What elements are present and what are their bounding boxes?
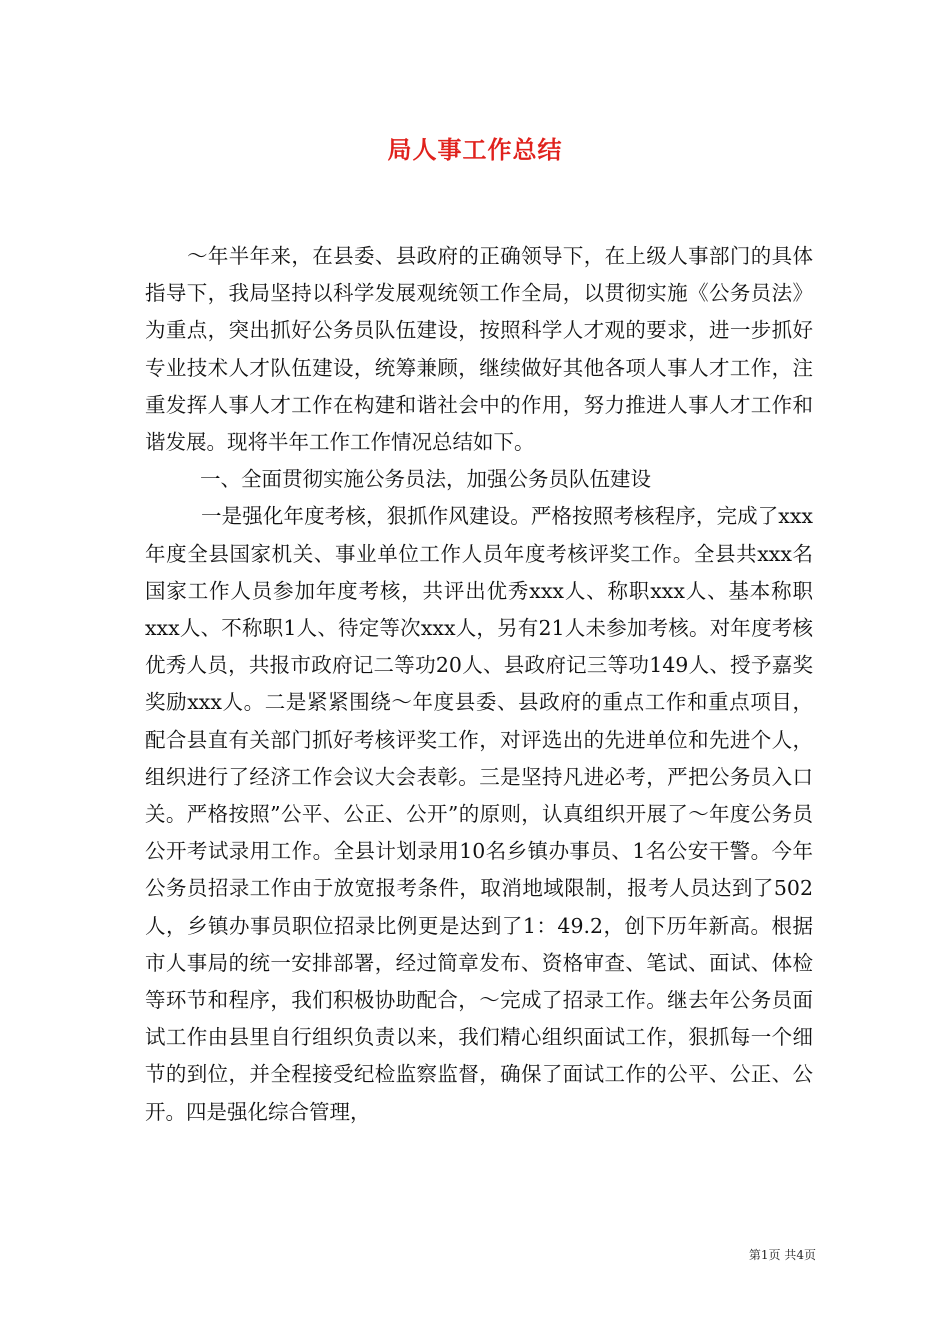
document-body [145,238,813,1131]
intro-paragraph: ～年半年来，在县委、县政府的正确领导下，在上级人事部门的具体指导下，我局坚持以科学发展观统领工作全局，以贯彻实施《公务员法》为重点，突出抓好公务员队伍建设，按照科学人才观的要求，进一步抓好专业技术人才队伍建设，统筹兼顾，继续做好其他各项人事人才工作，注重发挥人事人才工作在构建和谐社会中的作用，努力推进人事人才工作和谐发展。现将半年工作工作情况总结如下。 [145,244,813,455]
section-paragraph: 一是强化年度考核，狠抓作风建设。严格按照考核程序，完成了xxx年度全县国家机关、事业单位工作人员年度考核评奖工作。全县共xxx名国家工作人员参加年度考核，共评出优秀xxx人、称职xxx人、基本称职xxx人、不称职1人、待定等次xxx人，另有21人未参加考核。对年度考核优秀人员，共报市政府记二等功20人、县政府记三等功149人、授予嘉奖奖励xxx人。二是紧紧围绕～年度县委、县政府的重点工作和重点项目，配合县直有关部门抓好考核评奖工作，对评选出的先进单位和先进个人，组织进行了经济工作会议大会表彰。三是坚持凡进必考，严把公务员入口关。严格按照”公平、公正、公开”的原则，认真组织开展了～年度公务员公开考试录用工作。全县计划录用10名乡镇办事员、1名公安干警。今年公务员招录工作由于放宽报考条件，取消地域限制，报考人员达到了502人，乡镇办事员职位招录比例更是达到了1：49.2，创下历年新高。根据市人事局的统一安排部署，经过简章发布、资格审查、笔试、面试、体检等环节和程序，我们积极协助配合，～完成了招录工作。继去年公务员面试工作由县里自行组织负责以来，我们精心组织面试工作，狠抓每一个细节的到位，并全程接受纪检监察监督，确保了面试工作的公平、公正、公开。四是强化综合管理， [145,504,813,1124]
document-title: 局人事工作总结 [387,136,563,164]
page-number: 第1页 共4页 [748,1248,816,1262]
section-heading: 一、全面贯彻实施公务员法，加强公务员队伍建设 [200,467,651,492]
